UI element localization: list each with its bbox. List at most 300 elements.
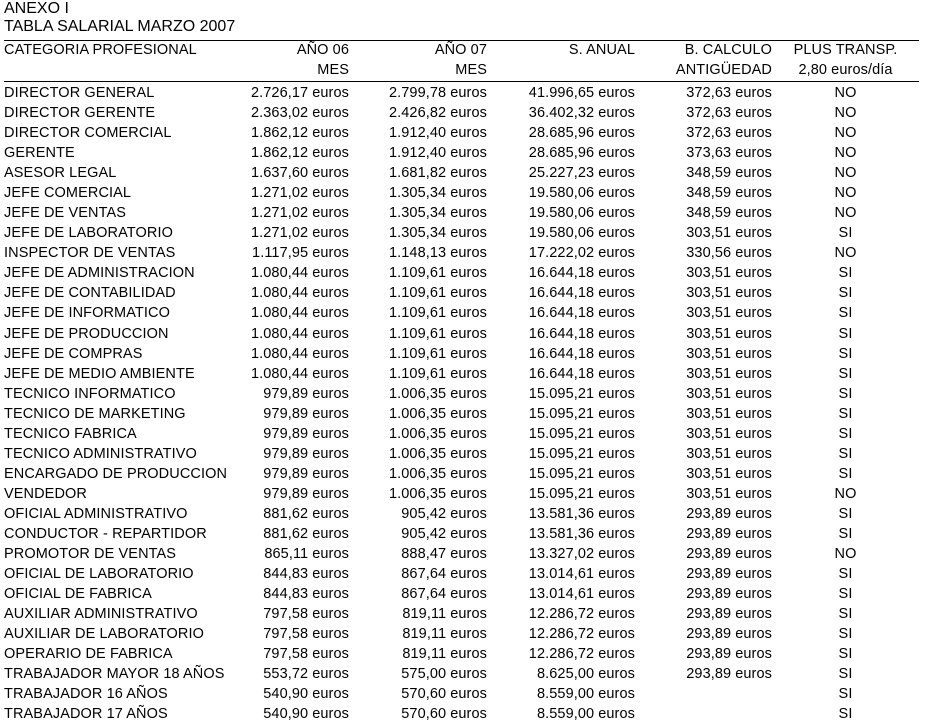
cell-plus xyxy=(772,504,919,524)
cell-categoria xyxy=(4,143,234,163)
anio06-value: 1.080,44 xyxy=(250,265,309,282)
anio06-unit: euros xyxy=(312,505,349,522)
cell-base xyxy=(635,704,772,724)
anio07-value: 1.006,35 xyxy=(388,385,447,402)
anio06-unit: euros xyxy=(312,265,349,282)
anual-value: 15.095,21 xyxy=(528,405,595,422)
anio06-unit: euros xyxy=(312,606,349,623)
anio07-value: 1.006,35 xyxy=(388,405,447,422)
cell-base xyxy=(635,123,772,143)
cell-anio07 xyxy=(349,544,487,564)
anual-unit: euros xyxy=(598,546,635,563)
anio06-unit: euros xyxy=(312,325,349,342)
base-value: 303,51 xyxy=(686,365,732,382)
header-row-bottom xyxy=(4,61,919,82)
anual-unit: euros xyxy=(598,125,635,142)
base-unit: euros xyxy=(735,425,772,442)
categoria-text: VENDEDOR xyxy=(4,485,87,502)
anio06-value: 797,58 xyxy=(263,626,309,643)
categoria-text: JEFE DE CONTABILIDAD xyxy=(4,285,176,302)
cell-anio06 xyxy=(234,203,349,223)
anual-unit: euros xyxy=(598,365,635,382)
cell-categoria xyxy=(4,604,234,624)
categoria-text: OPERARIO DE FABRICA xyxy=(4,646,173,663)
anual-value: 16.644,18 xyxy=(528,345,595,362)
table-row xyxy=(4,163,919,183)
anual-value: 16.644,18 xyxy=(528,325,595,342)
cell-anio07 xyxy=(349,263,487,283)
anual-value: 12.286,72 xyxy=(528,606,595,623)
base-unit: euros xyxy=(735,85,772,101)
cell-anio06 xyxy=(234,103,349,123)
cell-base xyxy=(635,684,772,704)
anual-value: 13.581,36 xyxy=(528,525,595,542)
anio07-value: 1.006,35 xyxy=(388,425,447,442)
anual-value: 16.644,18 xyxy=(528,305,595,322)
cell-plus xyxy=(772,364,919,384)
base-unit: euros xyxy=(735,365,772,382)
table-row xyxy=(4,103,919,123)
cell-base xyxy=(635,384,772,404)
base-value: 303,51 xyxy=(686,425,732,442)
anual-value: 16.644,18 xyxy=(528,365,595,382)
header-base-sub: ANTIGÜEDAD xyxy=(635,61,772,82)
plus-value: SI xyxy=(838,405,853,422)
cell-anio07 xyxy=(349,183,487,203)
anio06-unit: euros xyxy=(312,305,349,322)
base-value: 293,89 xyxy=(686,606,732,623)
anio06-value: 881,62 xyxy=(263,505,309,522)
anio06-value: 979,89 xyxy=(263,445,309,462)
anio06-value: 1.080,44 xyxy=(250,305,309,322)
cell-plus xyxy=(772,564,919,584)
anio07-unit: euros xyxy=(450,325,487,342)
cell-anio06 xyxy=(234,644,349,664)
cell-categoria xyxy=(4,484,234,504)
plus-value: SI xyxy=(838,626,853,643)
anual-value: 13.581,36 xyxy=(528,505,595,522)
salary-document xyxy=(4,0,919,724)
base-unit: euros xyxy=(735,465,772,482)
cell-anual xyxy=(487,223,635,243)
plus-value: NO xyxy=(834,85,857,101)
anio06-value: 1.862,12 xyxy=(250,145,309,162)
cell-anual xyxy=(487,82,635,104)
table-row xyxy=(4,344,919,364)
base-value: 372,63 xyxy=(686,105,732,121)
base-unit: euros xyxy=(735,185,772,202)
cell-base xyxy=(635,143,772,163)
cell-categoria xyxy=(4,82,234,104)
anual-value: 12.286,72 xyxy=(528,646,595,663)
anio07-value: 1.109,61 xyxy=(388,345,447,362)
table-row xyxy=(4,624,919,644)
cell-anual xyxy=(487,524,635,544)
cell-base xyxy=(635,464,772,484)
base-value: 303,51 xyxy=(686,305,732,322)
anio06-unit: euros xyxy=(312,706,349,723)
anio06-unit: euros xyxy=(312,125,349,142)
cell-categoria xyxy=(4,564,234,584)
cell-base xyxy=(635,604,772,624)
anual-value: 41.996,65 xyxy=(528,85,595,101)
cell-anio06 xyxy=(234,664,349,684)
cell-categoria xyxy=(4,624,234,644)
categoria-text: OFICIAL ADMINISTRATIVO xyxy=(4,505,188,522)
plus-value: NO xyxy=(834,245,857,262)
anio07-value: 888,47 xyxy=(401,546,447,563)
cell-base xyxy=(635,263,772,283)
anio07-unit: euros xyxy=(450,405,487,422)
cell-categoria xyxy=(4,404,234,424)
cell-base xyxy=(635,243,772,263)
cell-anio06 xyxy=(234,524,349,544)
cell-anual xyxy=(487,123,635,143)
anual-value: 25.227,23 xyxy=(528,165,595,182)
cell-anio07 xyxy=(349,464,487,484)
categoria-text: TECNICO ADMINISTRATIVO xyxy=(4,445,197,462)
anio06-unit: euros xyxy=(312,285,349,302)
anual-value: 15.095,21 xyxy=(528,445,595,462)
anio07-unit: euros xyxy=(450,666,487,683)
anio06-value: 979,89 xyxy=(263,405,309,422)
cell-plus xyxy=(772,444,919,464)
anio07-value: 1.109,61 xyxy=(388,285,447,302)
anio07-unit: euros xyxy=(450,345,487,362)
table-row xyxy=(4,223,919,243)
anual-unit: euros xyxy=(598,465,635,482)
cell-anio06 xyxy=(234,584,349,604)
cell-base xyxy=(635,424,772,444)
cell-anio07 xyxy=(349,243,487,263)
cell-base xyxy=(635,103,772,123)
anio06-unit: euros xyxy=(312,445,349,462)
table-row xyxy=(4,444,919,464)
cell-anio07 xyxy=(349,504,487,524)
anio07-value: 867,64 xyxy=(401,566,447,583)
anual-unit: euros xyxy=(598,345,635,362)
plus-value: NO xyxy=(834,485,857,502)
anual-value: 17.222,02 xyxy=(528,245,595,262)
cell-anio06 xyxy=(234,283,349,303)
anio07-value: 1.109,61 xyxy=(388,325,447,342)
anio07-value: 570,60 xyxy=(401,706,447,723)
base-value: 293,89 xyxy=(686,586,732,603)
cell-anio06 xyxy=(234,303,349,323)
cell-anio06 xyxy=(234,223,349,243)
base-unit: euros xyxy=(735,445,772,462)
anual-unit: euros xyxy=(598,646,635,663)
plus-value: NO xyxy=(834,185,857,202)
plus-value: SI xyxy=(838,445,853,462)
cell-plus xyxy=(772,203,919,223)
cell-base xyxy=(635,664,772,684)
anual-value: 8.559,00 xyxy=(536,706,595,723)
cell-anio06 xyxy=(234,564,349,584)
base-value: 330,56 xyxy=(686,245,732,262)
anual-unit: euros xyxy=(598,325,635,342)
cell-categoria xyxy=(4,464,234,484)
header-anio06-sub: MES xyxy=(234,61,349,82)
anual-value: 15.095,21 xyxy=(528,425,595,442)
cell-plus xyxy=(772,303,919,323)
base-value: 303,51 xyxy=(686,385,732,402)
base-value: 293,89 xyxy=(686,566,732,583)
table-row xyxy=(4,604,919,624)
cell-anio06 xyxy=(234,324,349,344)
table-row xyxy=(4,424,919,444)
cell-categoria xyxy=(4,584,234,604)
cell-anio06 xyxy=(234,484,349,504)
anual-unit: euros xyxy=(598,525,635,542)
cell-anual xyxy=(487,564,635,584)
table-row xyxy=(4,384,919,404)
cell-categoria xyxy=(4,384,234,404)
base-unit: euros xyxy=(735,125,772,142)
header-categoria-sub xyxy=(4,61,234,82)
cell-anio06 xyxy=(234,384,349,404)
anio06-value: 553,72 xyxy=(263,666,309,683)
anio07-value: 575,00 xyxy=(401,666,447,683)
table-row xyxy=(4,324,919,344)
cell-anio07 xyxy=(349,664,487,684)
anio07-value: 1.305,34 xyxy=(388,205,447,222)
base-unit: euros xyxy=(735,646,772,663)
cell-anual xyxy=(487,143,635,163)
table-row xyxy=(4,664,919,684)
cell-anual xyxy=(487,183,635,203)
base-unit: euros xyxy=(735,305,772,322)
cell-categoria xyxy=(4,303,234,323)
categoria-text: ENCARGADO DE PRODUCCION xyxy=(4,465,228,482)
base-unit: euros xyxy=(735,546,772,563)
base-value: 348,59 xyxy=(686,205,732,222)
cell-anio07 xyxy=(349,223,487,243)
anio06-unit: euros xyxy=(312,666,349,683)
cell-plus xyxy=(772,404,919,424)
anio06-unit: euros xyxy=(312,425,349,442)
base-value: 372,63 xyxy=(686,85,732,101)
categoria-text: AUXILIAR DE LABORATORIO xyxy=(4,626,204,643)
header-plus-sub: 2,80 euros/día xyxy=(772,61,919,82)
cell-anual xyxy=(487,203,635,223)
anio07-unit: euros xyxy=(450,425,487,442)
base-unit: euros xyxy=(735,586,772,603)
anual-unit: euros xyxy=(598,265,635,282)
base-value: 373,63 xyxy=(686,145,732,162)
cell-anio06 xyxy=(234,624,349,644)
cell-anual xyxy=(487,364,635,384)
base-unit: euros xyxy=(735,165,772,182)
cell-categoria xyxy=(4,324,234,344)
anual-value: 8.625,00 xyxy=(536,666,595,683)
cell-categoria xyxy=(4,644,234,664)
cell-anio07 xyxy=(349,424,487,444)
cell-base xyxy=(635,564,772,584)
header-base: B. CALCULO xyxy=(635,41,772,62)
anual-unit: euros xyxy=(598,606,635,623)
cell-anual xyxy=(487,684,635,704)
anio07-value: 2.799,78 xyxy=(388,85,447,101)
cell-base xyxy=(635,584,772,604)
categoria-text: PROMOTOR DE VENTAS xyxy=(4,546,177,563)
cell-anual xyxy=(487,444,635,464)
base-value: 303,51 xyxy=(686,405,732,422)
cell-base xyxy=(635,404,772,424)
table-header xyxy=(4,41,919,82)
cell-anio06 xyxy=(234,263,349,283)
cell-anual xyxy=(487,103,635,123)
categoria-text: AUXILIAR ADMINISTRATIVO xyxy=(4,606,198,623)
cell-anual xyxy=(487,283,635,303)
anual-value: 16.644,18 xyxy=(528,265,595,282)
cell-anual xyxy=(487,704,635,724)
header-anio06: AÑO 06 xyxy=(234,41,349,62)
anio06-unit: euros xyxy=(312,546,349,563)
cell-plus xyxy=(772,624,919,644)
categoria-text: DIRECTOR GERENTE xyxy=(4,105,156,121)
anio06-value: 1.117,95 xyxy=(252,245,309,262)
anio06-value: 979,89 xyxy=(263,425,309,442)
cell-anio06 xyxy=(234,404,349,424)
cell-plus xyxy=(772,384,919,404)
anual-unit: euros xyxy=(598,686,635,703)
anio06-unit: euros xyxy=(312,686,349,703)
cell-anual xyxy=(487,584,635,604)
anual-value: 19.580,06 xyxy=(528,225,595,242)
anio07-unit: euros xyxy=(450,305,487,322)
table-row xyxy=(4,283,919,303)
anio07-unit: euros xyxy=(450,165,487,182)
base-value: 348,59 xyxy=(686,165,732,182)
anio06-value: 979,89 xyxy=(263,485,309,502)
categoria-text: TRABAJADOR 17 AÑOS xyxy=(4,706,168,723)
anual-unit: euros xyxy=(598,626,635,643)
anual-unit: euros xyxy=(598,285,635,302)
categoria-text: JEFE DE ADMINISTRACION xyxy=(4,265,195,282)
plus-value: SI xyxy=(838,345,853,362)
anio07-value: 867,64 xyxy=(401,586,447,603)
cell-base xyxy=(635,544,772,564)
plus-value: NO xyxy=(834,165,857,182)
cell-categoria xyxy=(4,504,234,524)
salary-table xyxy=(4,40,919,724)
anual-unit: euros xyxy=(598,566,635,583)
anio07-unit: euros xyxy=(450,505,487,522)
base-unit: euros xyxy=(735,345,772,362)
table-row xyxy=(4,183,919,203)
table-row xyxy=(4,143,919,163)
categoria-text: CONDUCTOR - REPARTIDOR xyxy=(4,525,207,542)
categoria-text: JEFE COMERCIAL xyxy=(4,185,132,202)
cell-anio07 xyxy=(349,384,487,404)
cell-categoria xyxy=(4,424,234,444)
cell-base xyxy=(635,484,772,504)
plus-value: NO xyxy=(834,105,857,121)
cell-anio07 xyxy=(349,163,487,183)
cell-anio06 xyxy=(234,544,349,564)
base-value: 293,89 xyxy=(686,525,732,542)
anual-unit: euros xyxy=(598,185,635,202)
cell-anio06 xyxy=(234,704,349,724)
base-unit: euros xyxy=(735,666,772,683)
anual-value: 15.095,21 xyxy=(528,485,595,502)
anio06-value: 979,89 xyxy=(263,465,309,482)
anio07-unit: euros xyxy=(450,626,487,643)
cell-base xyxy=(635,223,772,243)
anual-value: 13.014,61 xyxy=(528,586,595,603)
base-value: 293,89 xyxy=(686,546,732,563)
cell-anual xyxy=(487,303,635,323)
annex-title: ANEXO I xyxy=(4,0,69,17)
base-unit: euros xyxy=(735,525,772,542)
cell-base xyxy=(635,644,772,664)
base-value: 293,89 xyxy=(686,666,732,683)
cell-anio07 xyxy=(349,404,487,424)
cell-plus xyxy=(772,524,919,544)
anio06-value: 1.080,44 xyxy=(250,345,309,362)
categoria-text: JEFE DE COMPRAS xyxy=(4,345,143,362)
cell-anio07 xyxy=(349,324,487,344)
cell-plus xyxy=(772,684,919,704)
cell-base xyxy=(635,524,772,544)
table-row xyxy=(4,484,919,504)
cell-anual xyxy=(487,464,635,484)
anio06-value: 979,89 xyxy=(263,385,309,402)
anio07-unit: euros xyxy=(450,586,487,603)
cell-plus xyxy=(772,664,919,684)
base-value: 303,51 xyxy=(686,465,732,482)
anio07-unit: euros xyxy=(450,525,487,542)
anio06-value: 1.080,44 xyxy=(250,285,309,302)
cell-categoria xyxy=(4,263,234,283)
anio07-value: 1.681,82 xyxy=(388,165,447,182)
cell-anio06 xyxy=(234,604,349,624)
cell-anual xyxy=(487,263,635,283)
anio07-unit: euros xyxy=(450,385,487,402)
categoria-text: DIRECTOR COMERCIAL xyxy=(4,125,172,142)
cell-anio06 xyxy=(234,424,349,444)
anio07-unit: euros xyxy=(450,185,487,202)
anio06-unit: euros xyxy=(312,345,349,362)
anio07-value: 1.305,34 xyxy=(388,185,447,202)
categoria-text: TRABAJADOR 16 AÑOS xyxy=(4,686,168,703)
anio06-value: 2.363,02 xyxy=(250,105,309,121)
base-value: 303,51 xyxy=(686,345,732,362)
cell-categoria xyxy=(4,684,234,704)
anio07-value: 1.109,61 xyxy=(388,265,447,282)
anual-value: 19.580,06 xyxy=(528,205,595,222)
cell-plus xyxy=(772,704,919,724)
cell-plus xyxy=(772,644,919,664)
anio06-value: 1.271,02 xyxy=(250,185,309,202)
base-unit: euros xyxy=(735,566,772,583)
base-value: 372,63 xyxy=(686,125,732,142)
cell-anio07 xyxy=(349,684,487,704)
anio07-value: 1.305,34 xyxy=(388,225,447,242)
header-anio07: AÑO 07 xyxy=(349,41,487,62)
anual-value: 28.685,96 xyxy=(528,145,595,162)
anio07-unit: euros xyxy=(450,105,487,121)
base-unit: euros xyxy=(735,505,772,522)
table-row xyxy=(4,464,919,484)
anio07-unit: euros xyxy=(450,265,487,282)
plus-value: SI xyxy=(838,465,853,482)
anio06-value: 797,58 xyxy=(263,646,309,663)
anio06-value: 881,62 xyxy=(263,525,309,542)
anio07-value: 819,11 xyxy=(402,606,447,623)
categoria-text: TECNICO FABRICA xyxy=(4,425,137,442)
